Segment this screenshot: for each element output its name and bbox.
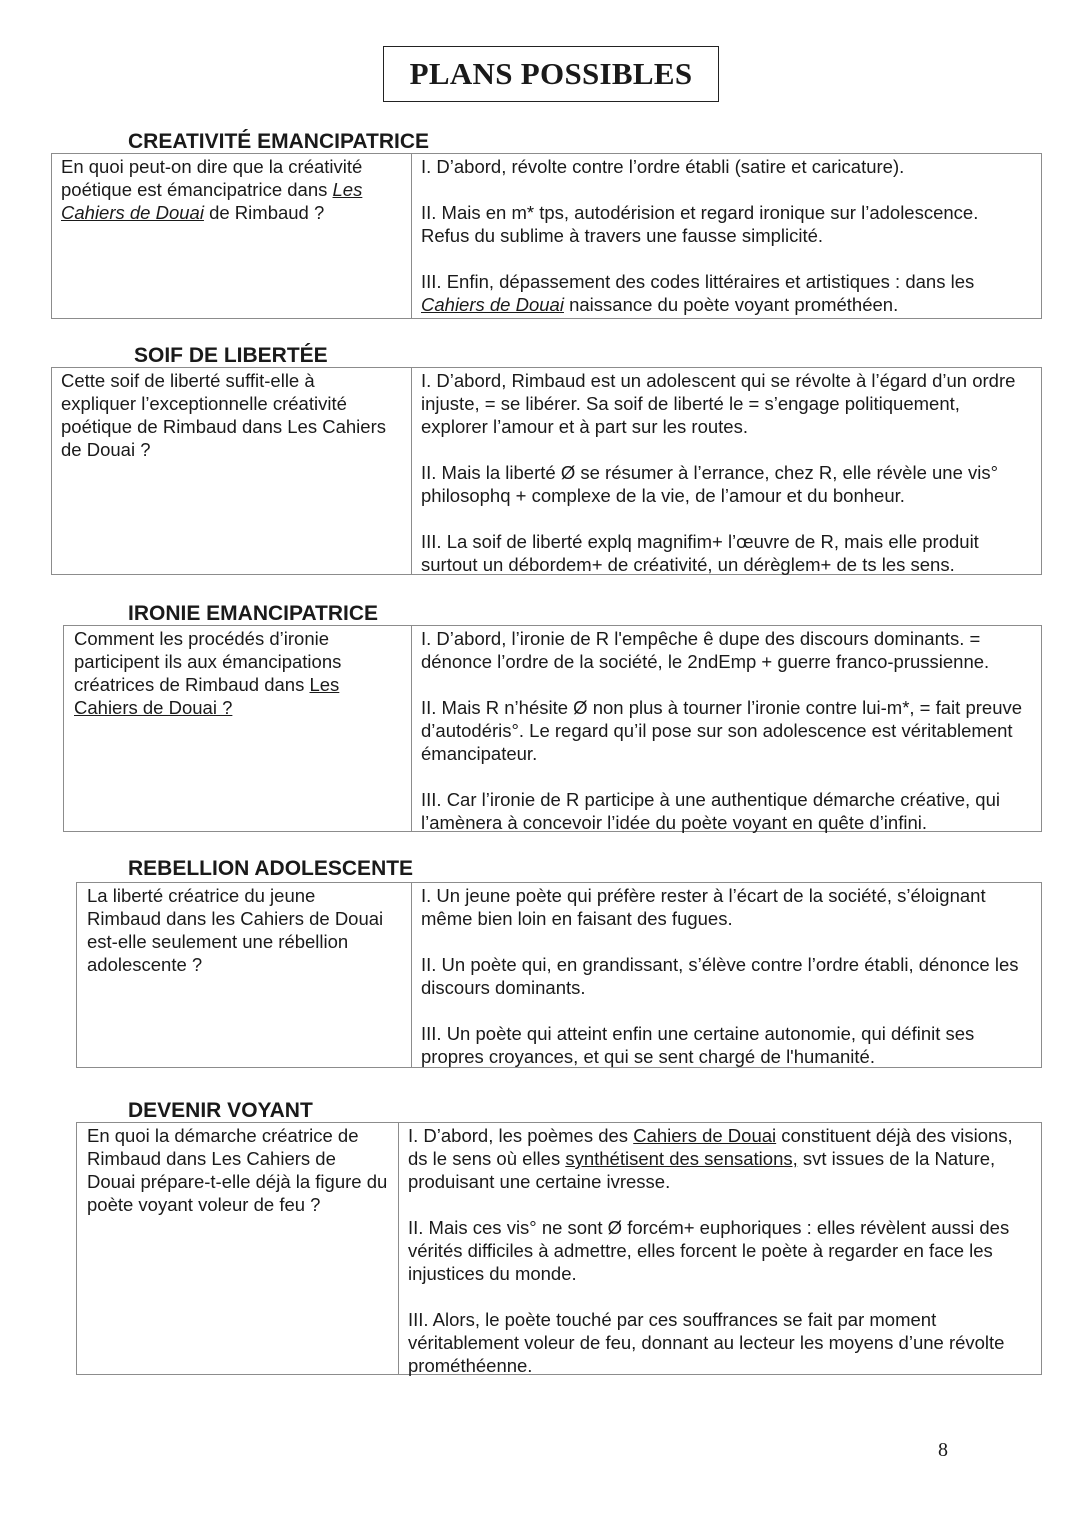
plan-part-3: III. Car l’ironie de R participe à une authentique démarche créative, qui l’amènera à concevoir l’idée du poète voyant en quête d’infini. (421, 789, 1000, 833)
plan-part-1: I. D’abord, les poèmes des Cahiers de Douai constituent déjà des visions, ds le sens où elles synthétisent des sensations, svt issues de la Nature, produisant une certaine ivresse. (408, 1125, 1013, 1192)
plan-part-2: II. Mais R n’hésite Ø non plus à tourner l’ironie contre lui-m*, = fait preuve d’autodéris°. Le regard qu’il pose sur son adolescence est véritablement émancipateur. (421, 697, 1023, 764)
plan-box-voyant (76, 1122, 1042, 1375)
question-cell (52, 368, 412, 574)
question-text-end: de Rimbaud ? (203, 202, 325, 223)
section-heading-soif: SOIF DE LIBERTÉE (134, 344, 328, 367)
question-text: La liberté créatrice du jeune Rimbaud dans les Cahiers de Douai est-elle seulement une rébellion adolescente ? (87, 885, 384, 975)
plan-cell (412, 154, 1041, 318)
section-heading-ironie: IRONIE EMANCIPATRICE (128, 602, 379, 625)
plan-part-2: II. Un poète qui, en grandissant, s’élève contre l’ordre établi, dénonce les discours dominants. (421, 954, 1019, 998)
section-heading-creativite: CREATIVITÉ EMANCIPATRICE (128, 130, 430, 153)
plan-part-1: I. D’abord, l’ironie de R l'empêche ê dupe des discours dominants. = dénonce l’ordre de la société, le 2ndEmp + guerre franco-prussienne. (421, 628, 990, 672)
page-number: 8 (938, 1439, 948, 1461)
plan-cell (412, 368, 1041, 574)
plan-part-3: III. Alors, le poète touché par ces souffrances se fait par moment véritablement voleur de feu, donnant au lecteur les moyens d’une révolte prométhéenne. (408, 1309, 1005, 1376)
plan-box-creativite (51, 153, 1042, 319)
work-title: Cahiers de Douai (421, 294, 564, 315)
question-cell (77, 883, 412, 1067)
plan-cell (412, 883, 1041, 1067)
question-text: Comment les procédés d’ironie participent ils aux émancipations créatrices de Rimbaud dans (74, 628, 342, 695)
plan-part-3: III. La soif de liberté explq magnifim+ l’œuvre de R, mais elle produit surtout un débordem+ de créativité, un dérèglem+ de ts les sens. (421, 531, 979, 575)
question-cell (52, 154, 412, 318)
plan-part-2: II. Mais ces vis° ne sont Ø forcém+ euphoriques : elles révèlent aussi des vérités difficiles à admettre, elles forcent le poète à regarder en face les injustices du monde. (408, 1217, 1010, 1284)
plan-cell (412, 626, 1041, 831)
plan-part-1: I. Un jeune poète qui préfère rester à l’écart de la société, s’éloignant même bien loin en faisant des fugues. (421, 885, 986, 929)
question-cell (64, 626, 412, 831)
plan-cell (399, 1123, 1041, 1374)
section-heading-rebellion: REBELLION ADOLESCENTE (128, 857, 414, 880)
plan-part-3: III. Un poète qui atteint enfin une certaine autonomie, qui définit ses propres croyances, et qui se sent chargé de l'humanité. (421, 1023, 975, 1067)
work-title: Les Cahiers de Douai ? (74, 674, 340, 718)
plan-part-2: II. Mais la liberté Ø se résumer à l’errance, chez R, elle révèle une vis° philosophq + complexe de la vie, de l’amour et du bonheur. (421, 462, 999, 506)
plan-part-1: I. D’abord, Rimbaud est un adolescent qui se révolte à l’égard d’un ordre injuste, = se libérer. Sa soif de liberté le = s’engage politiquement, explorer l’amour et à part sur les routes. (421, 370, 1016, 437)
plan-box-rebellion (76, 882, 1042, 1068)
plan-part-3: III. Enfin, dépassement des codes littéraires et artistiques : dans les Cahiers de Douai naissance du poète voyant prométhéen. (421, 271, 975, 315)
plan-part-2: II. Mais en m* tps, autodérision et regard ironique sur l’adolescence. Refus du sublime à travers une fausse simplicité. (421, 202, 979, 246)
section-heading-voyant: DEVENIR VOYANT (128, 1099, 313, 1122)
work-title: Cahiers de Douai (633, 1125, 777, 1146)
plan-box-ironie (63, 625, 1042, 832)
question-text: Cette soif de liberté suffit-elle à expliquer l’exceptionnelle créativité poétique de Rimbaud dans Les Cahiers de Douai ? (61, 370, 386, 460)
question-text: En quoi peut-on dire que la créativité poétique est émancipatrice dans (61, 156, 363, 200)
underlined-phrase: synthétisent des sensations, (565, 1148, 798, 1169)
question-cell (77, 1123, 399, 1374)
plan-box-soif (51, 367, 1042, 575)
page-title: PLANS POSSIBLES (383, 46, 719, 102)
work-title: Les Cahiers de Douai (61, 179, 363, 223)
plan-part-1: I. D’abord, révolte contre l’ordre établi (satire et caricature). (421, 156, 905, 177)
question-text: En quoi la démarche créatrice de Rimbaud dans Les Cahiers de Douai prépare-t-elle déjà la figure du poète voyant voleur de feu ? (87, 1125, 388, 1215)
